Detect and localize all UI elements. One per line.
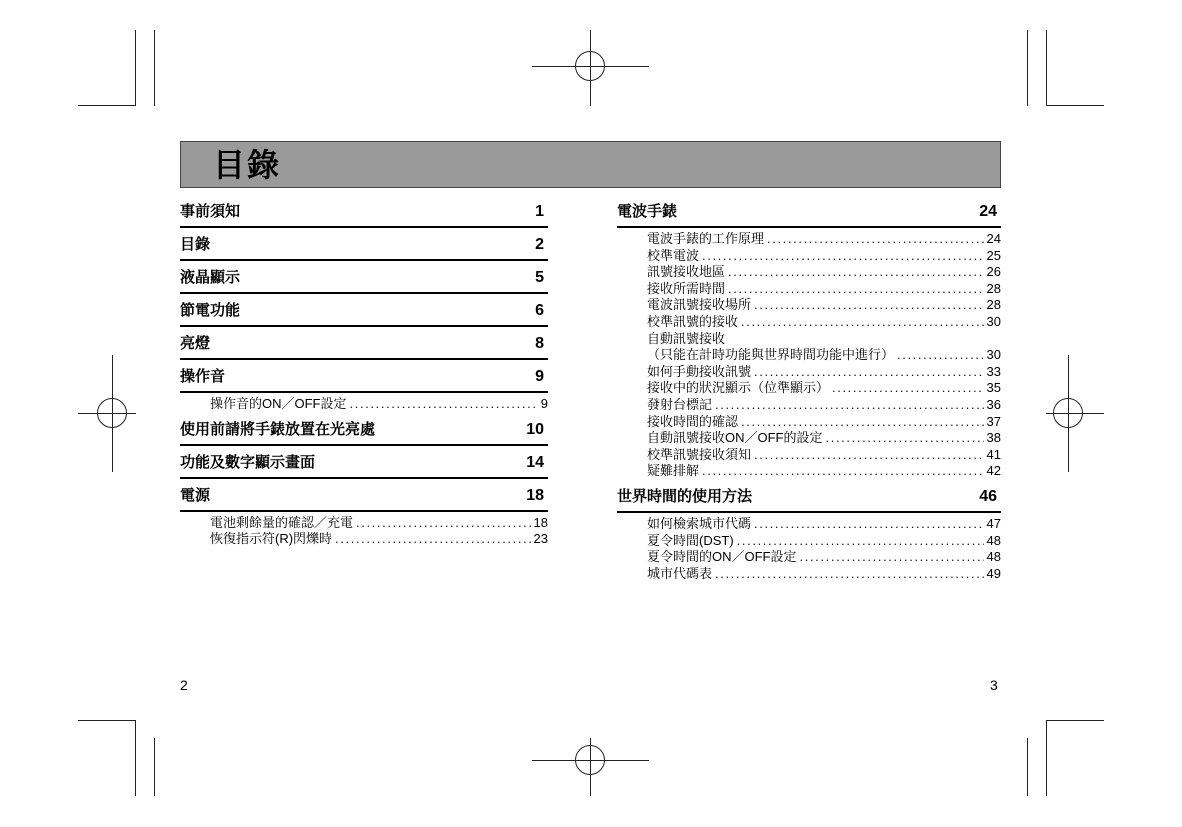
toc-left-column bbox=[180, 200, 548, 553]
toc-subsection-item[interactable] bbox=[617, 380, 1001, 397]
toc-section[interactable] bbox=[180, 365, 548, 393]
toc-subsection-item[interactable] bbox=[180, 515, 548, 532]
toc-subsection-item[interactable] bbox=[617, 463, 1001, 480]
subsection-label: 訊號接收地區 bbox=[647, 264, 726, 280]
subsection-page-number: 26 bbox=[986, 264, 1001, 280]
subsection-page-number: 48 bbox=[986, 532, 1001, 548]
subsection-label: 疑難排解 bbox=[647, 463, 700, 479]
subsection-page-number: 25 bbox=[986, 247, 1001, 263]
section-page-number: 6 bbox=[535, 302, 544, 319]
toc-subsection-item[interactable] bbox=[617, 566, 1001, 583]
section-title: 節電功能 bbox=[180, 302, 241, 319]
subsection-page-number: 30 bbox=[986, 347, 1001, 363]
section-page-number: 9 bbox=[535, 368, 544, 385]
dot-leader bbox=[737, 533, 984, 550]
subsection-label: 城市代碼表 bbox=[647, 565, 713, 581]
subsection-label: 接收中的狀況顯示（位準顯示） bbox=[647, 380, 830, 396]
toc-subsection-item[interactable] bbox=[617, 364, 1001, 381]
section-page-number: 14 bbox=[526, 453, 544, 471]
dot-leader bbox=[702, 248, 984, 265]
subsection-page-number: 18 bbox=[533, 514, 548, 530]
subsection-page-number: 9 bbox=[540, 396, 548, 411]
section-title: 世界時間的使用方法 bbox=[617, 487, 753, 505]
toc-subsection-item[interactable] bbox=[617, 533, 1001, 550]
section-title: 操作音 bbox=[180, 368, 226, 385]
toc-section[interactable] bbox=[180, 451, 548, 479]
toc-subsection-item[interactable] bbox=[617, 231, 1001, 248]
toc-subsection-item[interactable] bbox=[617, 430, 1001, 447]
section-title: 目錄 bbox=[180, 236, 211, 253]
subsection-label: （只能在計時功能與世界時間功能中進行） bbox=[647, 347, 895, 363]
section-title: 功能及數字顯示畫面 bbox=[180, 453, 316, 471]
section-page-number: 1 bbox=[535, 203, 544, 220]
section-page-number: 8 bbox=[535, 335, 544, 352]
toc-subsection-item[interactable] bbox=[617, 331, 1001, 348]
toc-subsection-item[interactable] bbox=[617, 297, 1001, 314]
toc-subsection-item[interactable] bbox=[180, 396, 548, 413]
subsection-label: 恢復指示符(R)閃爍時 bbox=[210, 531, 333, 547]
dot-leader bbox=[715, 397, 984, 414]
toc-subsection-item[interactable] bbox=[617, 248, 1001, 265]
page-number-left: 2 bbox=[180, 677, 188, 693]
subsection-page-number: 28 bbox=[986, 297, 1001, 313]
toc-subsection-list bbox=[617, 516, 1001, 582]
subsection-page-number: 47 bbox=[986, 515, 1001, 531]
subsection-label: 校準訊號接收須知 bbox=[647, 446, 752, 462]
subsection-label: 電波訊號接收場所 bbox=[647, 297, 752, 313]
subsection-label: 如何手動接收訊號 bbox=[647, 363, 752, 379]
subsection-page-number: 23 bbox=[533, 531, 548, 547]
subsection-page-number: 28 bbox=[986, 280, 1001, 296]
toc-section[interactable] bbox=[180, 299, 548, 327]
dot-leader bbox=[754, 297, 984, 314]
section-page-number: 5 bbox=[535, 269, 544, 286]
dot-leader bbox=[728, 281, 984, 298]
section-page-number: 10 bbox=[526, 420, 544, 438]
toc-section[interactable] bbox=[617, 200, 1001, 228]
toc-section[interactable] bbox=[180, 233, 548, 261]
section-page-number: 2 bbox=[535, 236, 544, 253]
section-title: 電波手錶 bbox=[617, 203, 678, 220]
dot-leader bbox=[754, 516, 984, 533]
dot-leader bbox=[826, 430, 984, 447]
toc-subsection-list bbox=[180, 515, 548, 548]
toc-header-bar bbox=[180, 141, 1001, 188]
section-title: 液晶顯示 bbox=[180, 269, 241, 286]
dot-leader bbox=[767, 231, 984, 248]
dot-leader bbox=[832, 380, 984, 397]
subsection-label: 電池剩餘量的確認／充電 bbox=[210, 514, 354, 530]
subsection-page-number: 48 bbox=[986, 549, 1001, 565]
section-page-number: 46 bbox=[979, 487, 997, 505]
dot-leader bbox=[741, 414, 984, 431]
section-page-number: 24 bbox=[979, 203, 997, 220]
subsection-page-number: 37 bbox=[986, 413, 1001, 429]
subsection-page-number: 35 bbox=[986, 380, 1001, 396]
subsection-label: 接收所需時間 bbox=[647, 280, 726, 296]
toc-subsection-item[interactable] bbox=[617, 264, 1001, 281]
dot-leader bbox=[335, 531, 530, 548]
dot-leader bbox=[754, 447, 984, 464]
dot-leader bbox=[897, 347, 984, 364]
toc-section[interactable] bbox=[180, 484, 548, 512]
subsection-label: 自動訊號接收 bbox=[647, 330, 726, 346]
dot-leader bbox=[800, 549, 984, 566]
dot-leader bbox=[754, 364, 984, 381]
subsection-label: 發射台標記 bbox=[647, 396, 713, 412]
section-title: 事前須知 bbox=[180, 203, 241, 220]
subsection-page-number: 30 bbox=[986, 313, 1001, 329]
toc-section[interactable] bbox=[617, 485, 1001, 513]
toc-right-column bbox=[617, 200, 1001, 587]
subsection-page-number: 36 bbox=[986, 396, 1001, 412]
section-title: 使用前請將手錶放置在光亮處 bbox=[180, 420, 376, 438]
toc-section[interactable] bbox=[180, 266, 548, 294]
toc-subsection-item[interactable] bbox=[617, 414, 1001, 431]
subsection-page-number: 24 bbox=[986, 231, 1001, 246]
subsection-label: 校準電波 bbox=[647, 247, 700, 263]
toc-subsection-item[interactable] bbox=[617, 314, 1001, 331]
toc-subsection-item[interactable] bbox=[617, 516, 1001, 533]
dot-leader bbox=[702, 463, 984, 480]
dot-leader bbox=[350, 396, 538, 413]
toc-section[interactable] bbox=[180, 332, 548, 360]
subsection-page-number: 42 bbox=[986, 463, 1001, 479]
toc-subsection-item[interactable] bbox=[617, 397, 1001, 414]
subsection-label: 電波手錶的工作原理 bbox=[647, 231, 765, 246]
toc-subsection-item[interactable] bbox=[617, 281, 1001, 298]
subsection-label: 如何檢索城市代碼 bbox=[647, 515, 752, 531]
subsection-label: 接收時間的確認 bbox=[647, 413, 739, 429]
section-title: 電源 bbox=[180, 486, 211, 504]
page-number-right: 3 bbox=[990, 677, 998, 693]
dot-leader bbox=[728, 264, 984, 281]
subsection-label: 夏令時間的ON／OFF設定 bbox=[647, 549, 797, 565]
subsection-page-number: 41 bbox=[986, 446, 1001, 462]
dot-leader bbox=[741, 314, 984, 331]
toc-subsection-list bbox=[180, 396, 548, 413]
toc-subsection-list bbox=[617, 231, 1001, 480]
section-title: 亮燈 bbox=[180, 335, 211, 352]
page-title: 目錄 bbox=[213, 147, 282, 183]
toc-subsection-item[interactable] bbox=[617, 447, 1001, 464]
toc-subsection-item[interactable] bbox=[180, 531, 548, 548]
subsection-label: 夏令時間(DST) bbox=[647, 532, 734, 548]
toc-subsection-item[interactable] bbox=[617, 347, 1001, 364]
dot-leader bbox=[715, 566, 984, 583]
subsection-page-number: 49 bbox=[986, 565, 1001, 581]
toc-section[interactable] bbox=[180, 418, 548, 446]
subsection-label: 自動訊號接收ON／OFF的設定 bbox=[647, 430, 823, 446]
subsection-page-number: 38 bbox=[986, 430, 1001, 446]
section-page-number: 18 bbox=[526, 486, 544, 504]
toc-subsection-item[interactable] bbox=[617, 549, 1001, 566]
subsection-label: 操作音的ON／OFF設定 bbox=[210, 396, 347, 411]
subsection-label: 校準訊號的接收 bbox=[647, 313, 739, 329]
dot-leader bbox=[356, 515, 531, 532]
toc-section[interactable] bbox=[180, 200, 548, 228]
subsection-page-number: 33 bbox=[986, 363, 1001, 379]
